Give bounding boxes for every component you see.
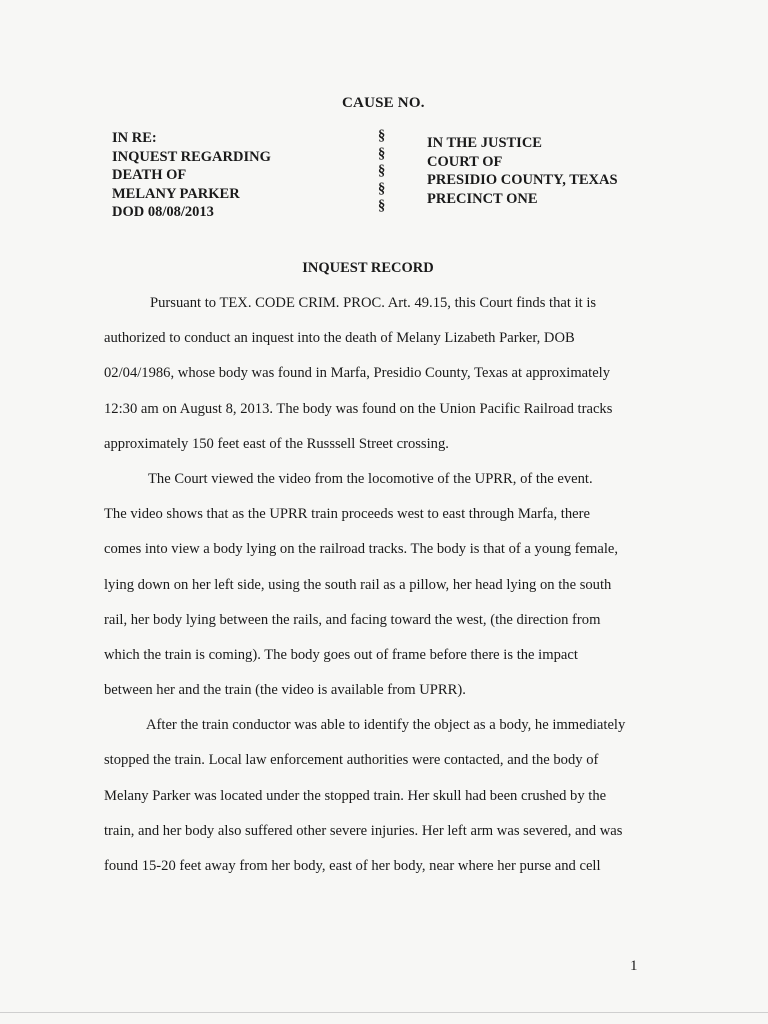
body-line: between her and the train (the video is available from UPRR). [104, 682, 466, 699]
body-line: The Court viewed the video from the locomotive of the UPRR, of the event. [148, 470, 593, 487]
body-line: lying down on her left side, using the south rail as a pillow, her head lying on the south [104, 576, 612, 593]
section-symbol: § [378, 198, 386, 214]
body-line: Melany Parker was located under the stopped train. Her skull had been crushed by the [104, 787, 607, 804]
caption-line: INQUEST REGARDING [112, 148, 271, 165]
section-symbol: § [378, 145, 386, 162]
body-line: which the train is coming). The body goes out of frame before there is the impact [104, 646, 578, 663]
caption-line: IN RE: [112, 130, 157, 146]
page-number: 1 [630, 958, 638, 974]
body-line: Pursuant to TEX. CODE CRIM. PROC. Art. 49.15, this Court finds that it is [150, 295, 597, 311]
case-caption-left [112, 129, 271, 222]
body-line: found 15-20 feet away from her body, east of her body, near where her purse and cell [104, 858, 601, 874]
section-symbol: § [378, 128, 386, 144]
body-line: The video shows that as the UPRR train proceeds west to east through Marfa, there [104, 506, 590, 523]
case-caption-right [427, 134, 618, 208]
body-line: approximately 150 feet east of the Russsell Street crossing. [104, 435, 449, 452]
body-line: rail, her body lying between the rails, and facing toward the west, (the direction from [104, 611, 601, 628]
body-line: stopped the train. Local law enforcement authorities were contacted, and the body of [104, 752, 599, 769]
caption-line: PRESIDIO COUNTY, TEXAS [427, 172, 618, 188]
section-symbol: § [378, 163, 386, 179]
document-body [104, 286, 644, 884]
cause-number: CAUSE NO. [342, 95, 425, 111]
body-line: train, and her body also suffered other severe injuries. Her left arm was severed, and was [104, 822, 623, 839]
body-line: 02/04/1986, whose body was found in Marfa, Presidio County, Texas at approximately [104, 365, 611, 382]
section-symbol: § [378, 180, 386, 197]
body-line: authorized to conduct an inquest into the death of Melany Lizabeth Parker, DOB [104, 330, 575, 347]
caption-line: DEATH OF [112, 167, 187, 183]
body-line: comes into view a body lying on the railroad tracks. The body is that of a young female, [104, 541, 619, 558]
caption-line: DOD 08/08/2013 [112, 204, 214, 220]
body-line: 12:30 am on August 8, 2013. The body was found on the Union Pacific Railroad tracks [104, 400, 613, 417]
section-symbols [378, 128, 385, 216]
body-line: After the train conductor was able to identify the object as a body, he immediately [146, 717, 626, 734]
caption-line: PRECINCT ONE [427, 190, 538, 207]
caption-line: MELANY PARKER [112, 185, 240, 202]
caption-line: COURT OF [427, 153, 503, 170]
document-title: INQUEST RECORD [302, 260, 434, 276]
caption-line: IN THE JUSTICE [427, 135, 542, 151]
footer-divider [0, 1012, 768, 1013]
